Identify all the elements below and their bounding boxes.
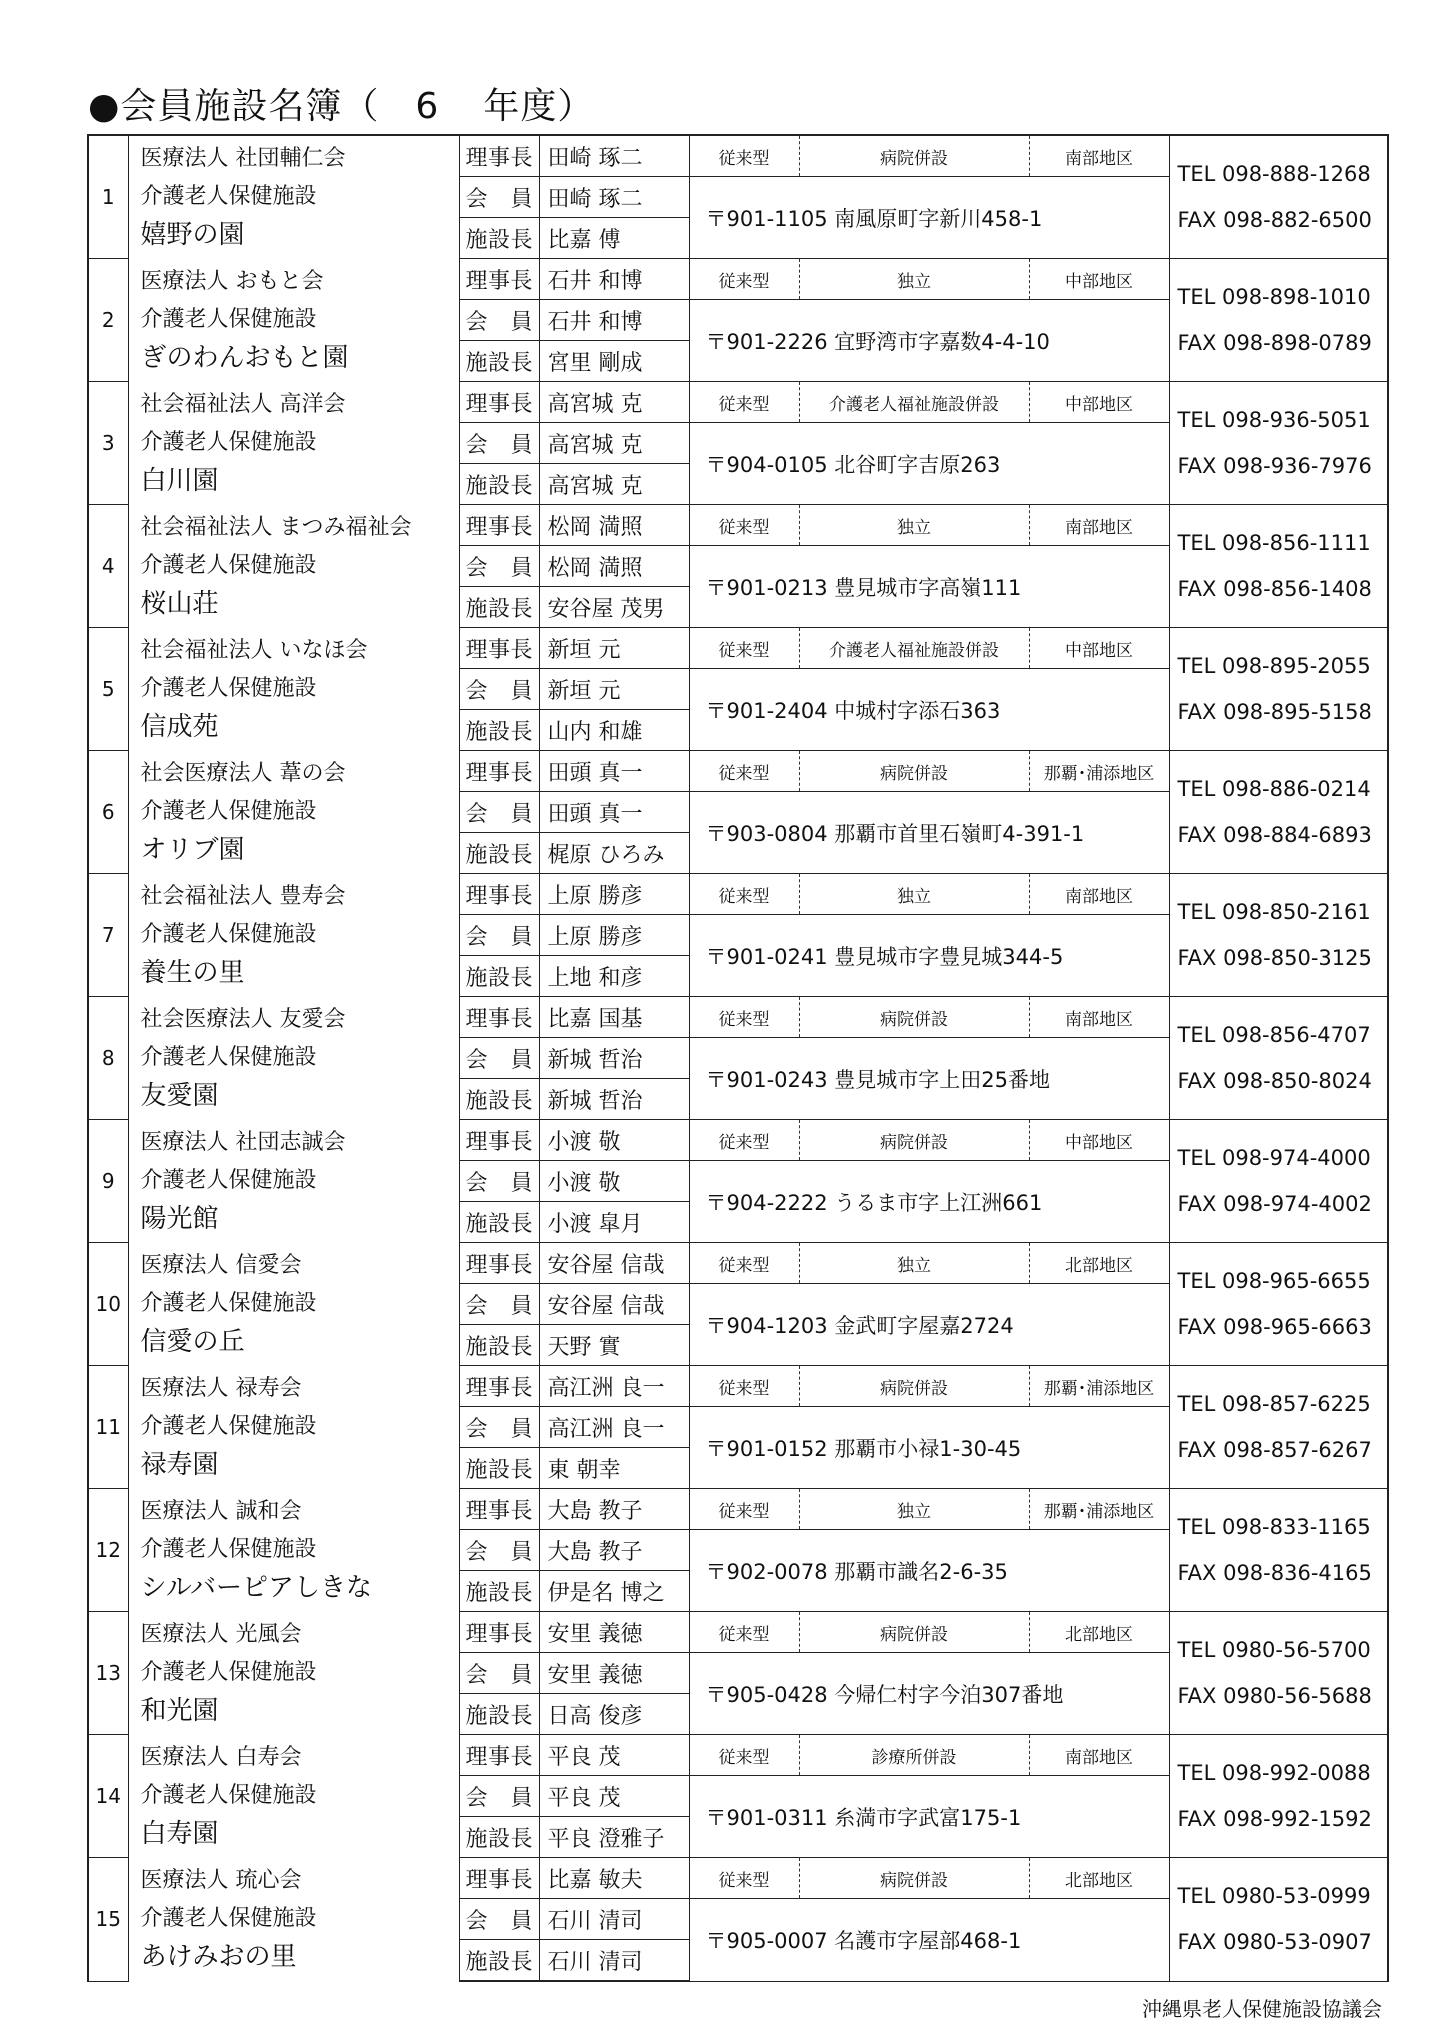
member-name: 田崎 琢二 bbox=[539, 177, 689, 218]
member-name: 松岡 満照 bbox=[539, 546, 689, 587]
member-name: 田頭 真一 bbox=[539, 792, 689, 833]
facility-address: 〒901-0241 豊見城市字豊見城344-5 bbox=[689, 915, 1169, 997]
director-name: 高宮城 克 bbox=[539, 464, 689, 505]
facility-type: 従来型 bbox=[689, 751, 799, 792]
facility-corporation-block bbox=[128, 135, 459, 259]
facility-region: 南部地区 bbox=[1029, 1735, 1169, 1776]
director-name: 山内 和雄 bbox=[539, 710, 689, 751]
fax-number: FAX 098-850-3125 bbox=[1177, 946, 1372, 970]
role-director-label: 施設長 bbox=[459, 710, 539, 751]
facility-contact bbox=[1169, 628, 1388, 751]
facility-row bbox=[88, 1612, 1388, 1653]
member-name: 新城 哲治 bbox=[539, 1038, 689, 1079]
role-director-label: 施設長 bbox=[459, 1448, 539, 1489]
facility-kind: 介護老人保健施設 bbox=[140, 676, 317, 701]
fax-number: FAX 098-857-6267 bbox=[1177, 1438, 1372, 1462]
facility-contact bbox=[1169, 135, 1388, 259]
facility-address: 〒901-0311 糸満市字武富175-1 bbox=[689, 1776, 1169, 1858]
role-member-label: 会 員 bbox=[459, 177, 539, 218]
facility-annex: 介護老人福祉施設併設 bbox=[799, 382, 1029, 423]
facility-name: 友愛園 bbox=[140, 1081, 219, 1111]
page-title bbox=[88, 78, 594, 129]
facility-type: 従来型 bbox=[689, 874, 799, 915]
role-chair-label: 理事長 bbox=[459, 997, 539, 1038]
facility-row bbox=[88, 1489, 1388, 1530]
facility-corporation-block bbox=[128, 259, 459, 382]
facility-type: 従来型 bbox=[689, 382, 799, 423]
director-name: 天野 實 bbox=[539, 1325, 689, 1366]
role-chair-label: 理事長 bbox=[459, 1612, 539, 1653]
chair-name: 松岡 満照 bbox=[539, 505, 689, 546]
facility-number: 2 bbox=[88, 259, 128, 382]
role-chair-label: 理事長 bbox=[459, 1243, 539, 1284]
fax-number: FAX 098-974-4002 bbox=[1177, 1192, 1372, 1216]
facility-number: 10 bbox=[88, 1243, 128, 1366]
tel-number: TEL 098-965-6655 bbox=[1177, 1269, 1371, 1293]
role-chair-label: 理事長 bbox=[459, 1735, 539, 1776]
facility-corporation-block bbox=[128, 505, 459, 628]
facility-kind: 介護老人保健施設 bbox=[140, 430, 317, 455]
role-director-label: 施設長 bbox=[459, 1325, 539, 1366]
facility-number: 11 bbox=[88, 1366, 128, 1489]
facility-number: 12 bbox=[88, 1489, 128, 1612]
role-member-label: 会 員 bbox=[459, 1530, 539, 1571]
chair-name: 小渡 敬 bbox=[539, 1120, 689, 1161]
role-member-label: 会 員 bbox=[459, 669, 539, 710]
role-chair-label: 理事長 bbox=[459, 1120, 539, 1161]
facility-number: 1 bbox=[88, 135, 128, 259]
facility-address: 〒901-1105 南風原町字新川458-1 bbox=[689, 177, 1169, 259]
role-member-label: 会 員 bbox=[459, 915, 539, 956]
fax-number: FAX 098-836-4165 bbox=[1177, 1561, 1372, 1585]
role-member-label: 会 員 bbox=[459, 1899, 539, 1940]
role-director-label: 施設長 bbox=[459, 1694, 539, 1735]
facility-row bbox=[88, 1858, 1388, 1899]
corporation-name: 医療法人 社団志誠会 bbox=[140, 1130, 346, 1155]
chair-name: 比嘉 国基 bbox=[539, 997, 689, 1038]
corporation-name: 医療法人 誠和会 bbox=[140, 1499, 302, 1524]
director-name: 石川 清司 bbox=[539, 1940, 689, 1982]
facility-type: 従来型 bbox=[689, 1366, 799, 1407]
facility-address: 〒904-2222 うるま市字上江洲661 bbox=[689, 1161, 1169, 1243]
facility-address: 〒905-0428 今帰仁村字今泊307番地 bbox=[689, 1653, 1169, 1735]
facility-contact bbox=[1169, 505, 1388, 628]
facility-address: 〒901-0213 豊見城市字高嶺111 bbox=[689, 546, 1169, 628]
facility-kind: 介護老人保健施設 bbox=[140, 307, 317, 332]
role-chair-label: 理事長 bbox=[459, 135, 539, 177]
role-member-label: 会 員 bbox=[459, 1284, 539, 1325]
facility-name: 桜山荘 bbox=[140, 589, 219, 619]
corporation-name: 医療法人 社団輔仁会 bbox=[140, 146, 346, 172]
facility-corporation-block bbox=[128, 751, 459, 874]
fax-number: FAX 0980-56-5688 bbox=[1177, 1684, 1372, 1708]
facility-region: 南部地区 bbox=[1029, 874, 1169, 915]
member-name: 高宮城 克 bbox=[539, 423, 689, 464]
role-director-label: 施設長 bbox=[459, 464, 539, 505]
member-name: 平良 茂 bbox=[539, 1776, 689, 1817]
role-chair-label: 理事長 bbox=[459, 259, 539, 300]
corporation-name: 医療法人 光風会 bbox=[140, 1622, 302, 1647]
facility-number: 6 bbox=[88, 751, 128, 874]
facility-row bbox=[88, 997, 1388, 1038]
facility-annex: 独立 bbox=[799, 1243, 1029, 1284]
facility-contact bbox=[1169, 1612, 1388, 1735]
role-chair-label: 理事長 bbox=[459, 751, 539, 792]
title-year: 6 bbox=[415, 86, 440, 127]
facility-address: 〒904-1203 金武町字屋嘉2724 bbox=[689, 1284, 1169, 1366]
fax-number: FAX 098-898-0789 bbox=[1177, 331, 1372, 355]
facility-address: 〒901-2404 中城村字添石363 bbox=[689, 669, 1169, 751]
facility-type: 従来型 bbox=[689, 259, 799, 300]
facility-region: 那覇･浦添地区 bbox=[1029, 1366, 1169, 1407]
facility-corporation-block bbox=[128, 1489, 459, 1612]
facility-annex: 診療所併設 bbox=[799, 1735, 1029, 1776]
role-chair-label: 理事長 bbox=[459, 1858, 539, 1899]
facility-number: 14 bbox=[88, 1735, 128, 1858]
facility-contact bbox=[1169, 1243, 1388, 1366]
director-name: 比嘉 傅 bbox=[539, 218, 689, 259]
tel-number: TEL 098-856-4707 bbox=[1177, 1023, 1371, 1047]
corporation-name: 社会医療法人 友愛会 bbox=[140, 1007, 346, 1032]
facility-kind: 介護老人保健施設 bbox=[140, 1414, 317, 1439]
facility-contact bbox=[1169, 874, 1388, 997]
chair-name: 新垣 元 bbox=[539, 628, 689, 669]
facility-annex: 病院併設 bbox=[799, 1612, 1029, 1653]
facility-annex: 病院併設 bbox=[799, 751, 1029, 792]
role-chair-label: 理事長 bbox=[459, 505, 539, 546]
facility-name: オリブ園 bbox=[140, 835, 245, 865]
facility-contact bbox=[1169, 1366, 1388, 1489]
facility-row bbox=[88, 505, 1388, 546]
tel-number: TEL 098-886-0214 bbox=[1177, 777, 1371, 801]
director-name: 梶原 ひろみ bbox=[539, 833, 689, 874]
corporation-name: 社会福祉法人 まつみ福祉会 bbox=[140, 515, 412, 540]
member-name: 新垣 元 bbox=[539, 669, 689, 710]
facility-row bbox=[88, 1366, 1388, 1407]
facility-name: 信愛の丘 bbox=[140, 1327, 245, 1357]
facility-row bbox=[88, 628, 1388, 669]
facility-type: 従来型 bbox=[689, 1120, 799, 1161]
member-name: 石川 清司 bbox=[539, 1899, 689, 1940]
facility-contact bbox=[1169, 1858, 1388, 1982]
member-name: 上原 勝彦 bbox=[539, 915, 689, 956]
facility-name: 陽光館 bbox=[140, 1204, 219, 1234]
facility-region: 南部地区 bbox=[1029, 135, 1169, 177]
role-director-label: 施設長 bbox=[459, 1817, 539, 1858]
facility-corporation-block bbox=[128, 1120, 459, 1243]
corporation-name: 医療法人 禄寿会 bbox=[140, 1376, 302, 1401]
facility-kind: 介護老人保健施設 bbox=[140, 1168, 317, 1193]
corporation-name: 社会福祉法人 いなほ会 bbox=[140, 638, 368, 663]
fax-number: FAX 098-992-1592 bbox=[1177, 1807, 1372, 1831]
corporation-name: 社会福祉法人 豊寿会 bbox=[140, 884, 346, 909]
facility-kind: 介護老人保健施設 bbox=[140, 1783, 317, 1808]
member-name: 安里 義徳 bbox=[539, 1653, 689, 1694]
facility-region: 那覇･浦添地区 bbox=[1029, 1489, 1169, 1530]
facility-contact bbox=[1169, 259, 1388, 382]
chair-name: 大島 教子 bbox=[539, 1489, 689, 1530]
role-member-label: 会 員 bbox=[459, 1038, 539, 1079]
facility-name: 嬉野の園 bbox=[140, 220, 245, 251]
tel-number: TEL 098-974-4000 bbox=[1177, 1146, 1371, 1170]
role-member-label: 会 員 bbox=[459, 792, 539, 833]
role-member-label: 会 員 bbox=[459, 1776, 539, 1817]
facility-annex: 病院併設 bbox=[799, 135, 1029, 177]
facility-number: 3 bbox=[88, 382, 128, 505]
member-name: 安谷屋 信哉 bbox=[539, 1284, 689, 1325]
facility-name: 養生の里 bbox=[140, 958, 245, 988]
facility-address: 〒902-0078 那覇市識名2-6-35 bbox=[689, 1530, 1169, 1612]
facility-annex: 病院併設 bbox=[799, 1366, 1029, 1407]
title-label: ●会員施設名簿（ bbox=[88, 86, 380, 127]
tel-number: TEL 098-850-2161 bbox=[1177, 900, 1371, 924]
corporation-name: 医療法人 白寿会 bbox=[140, 1745, 302, 1770]
facility-roster-table bbox=[87, 134, 1389, 1982]
facility-corporation-block bbox=[128, 874, 459, 997]
facility-annex: 独立 bbox=[799, 874, 1029, 915]
director-name: 上地 和彦 bbox=[539, 956, 689, 997]
facility-contact bbox=[1169, 382, 1388, 505]
chair-name: 比嘉 敏夫 bbox=[539, 1858, 689, 1899]
tel-number: TEL 098-833-1165 bbox=[1177, 1515, 1371, 1539]
facility-address: 〒904-0105 北谷町字吉原263 bbox=[689, 423, 1169, 505]
facility-region: 北部地区 bbox=[1029, 1858, 1169, 1899]
role-member-label: 会 員 bbox=[459, 1653, 539, 1694]
facility-kind: 介護老人保健施設 bbox=[140, 1906, 317, 1932]
facility-name: ぎのわんおもと園 bbox=[140, 343, 349, 373]
tel-number: TEL 098-895-2055 bbox=[1177, 654, 1371, 678]
facility-corporation-block bbox=[128, 1612, 459, 1735]
director-name: 新城 哲治 bbox=[539, 1079, 689, 1120]
facility-type: 従来型 bbox=[689, 505, 799, 546]
facility-kind: 介護老人保健施設 bbox=[140, 184, 317, 210]
facility-contact bbox=[1169, 997, 1388, 1120]
facility-corporation-block bbox=[128, 1243, 459, 1366]
role-member-label: 会 員 bbox=[459, 546, 539, 587]
chair-name: 田崎 琢二 bbox=[539, 135, 689, 177]
facility-region: 北部地区 bbox=[1029, 1612, 1169, 1653]
role-chair-label: 理事長 bbox=[459, 628, 539, 669]
facility-type: 従来型 bbox=[689, 997, 799, 1038]
facility-corporation-block bbox=[128, 1735, 459, 1858]
fax-number: FAX 098-965-6663 bbox=[1177, 1315, 1372, 1339]
facility-name: 白寿園 bbox=[140, 1819, 219, 1849]
facility-kind: 介護老人保健施設 bbox=[140, 1045, 317, 1070]
role-director-label: 施設長 bbox=[459, 1079, 539, 1120]
facility-number: 4 bbox=[88, 505, 128, 628]
tel-number: TEL 098-857-6225 bbox=[1177, 1392, 1371, 1416]
role-chair-label: 理事長 bbox=[459, 874, 539, 915]
facility-region: 南部地区 bbox=[1029, 505, 1169, 546]
director-name: 宮里 剛成 bbox=[539, 341, 689, 382]
facility-name: 和光園 bbox=[140, 1696, 219, 1726]
role-chair-label: 理事長 bbox=[459, 1489, 539, 1530]
chair-name: 石井 和博 bbox=[539, 259, 689, 300]
role-member-label: 会 員 bbox=[459, 1407, 539, 1448]
facility-contact bbox=[1169, 751, 1388, 874]
role-director-label: 施設長 bbox=[459, 1202, 539, 1243]
role-chair-label: 理事長 bbox=[459, 1366, 539, 1407]
fax-number: FAX 098-850-8024 bbox=[1177, 1069, 1372, 1093]
facility-address: 〒903-0804 那覇市首里石嶺町4-391-1 bbox=[689, 792, 1169, 874]
fax-number: FAX 098-936-7976 bbox=[1177, 454, 1372, 478]
facility-region: 南部地区 bbox=[1029, 997, 1169, 1038]
corporation-name: 医療法人 おもと会 bbox=[140, 269, 324, 294]
chair-name: 田頭 真一 bbox=[539, 751, 689, 792]
facility-type: 従来型 bbox=[689, 1243, 799, 1284]
director-name: 安谷屋 茂男 bbox=[539, 587, 689, 628]
facility-address: 〒905-0007 名護市字屋部468-1 bbox=[689, 1899, 1169, 1982]
corporation-name: 社会福祉法人 高洋会 bbox=[140, 392, 346, 417]
facility-kind: 介護老人保健施設 bbox=[140, 799, 317, 824]
tel-number: TEL 098-898-1010 bbox=[1177, 285, 1371, 309]
facility-row bbox=[88, 1735, 1388, 1776]
tel-number: TEL 098-856-1111 bbox=[1177, 531, 1371, 555]
member-name: 小渡 敬 bbox=[539, 1161, 689, 1202]
facility-contact bbox=[1169, 1735, 1388, 1858]
chair-name: 平良 茂 bbox=[539, 1735, 689, 1776]
facility-number: 13 bbox=[88, 1612, 128, 1735]
facility-type: 従来型 bbox=[689, 1489, 799, 1530]
facility-kind: 介護老人保健施設 bbox=[140, 1291, 317, 1316]
facility-corporation-block bbox=[128, 1366, 459, 1489]
chair-name: 上原 勝彦 bbox=[539, 874, 689, 915]
facility-row bbox=[88, 1120, 1388, 1161]
chair-name: 高江洲 良一 bbox=[539, 1366, 689, 1407]
publisher-footer: 沖縄県老人保健施設協議会 bbox=[1142, 1997, 1382, 2021]
facility-corporation-block bbox=[128, 628, 459, 751]
director-name: 東 朝幸 bbox=[539, 1448, 689, 1489]
facility-annex: 病院併設 bbox=[799, 1858, 1029, 1899]
role-member-label: 会 員 bbox=[459, 423, 539, 464]
facility-kind: 介護老人保健施設 bbox=[140, 1660, 317, 1685]
director-name: 伊是名 博之 bbox=[539, 1571, 689, 1612]
facility-annex: 独立 bbox=[799, 259, 1029, 300]
tel-number: TEL 0980-53-0999 bbox=[1177, 1884, 1371, 1909]
chair-name: 高宮城 克 bbox=[539, 382, 689, 423]
facility-type: 従来型 bbox=[689, 1612, 799, 1653]
facility-region: 中部地区 bbox=[1029, 259, 1169, 300]
facility-name: 信成苑 bbox=[140, 712, 219, 742]
facility-number: 7 bbox=[88, 874, 128, 997]
fax-number: FAX 098-895-5158 bbox=[1177, 700, 1372, 724]
facility-address: 〒901-0152 那覇市小禄1-30-45 bbox=[689, 1407, 1169, 1489]
role-director-label: 施設長 bbox=[459, 833, 539, 874]
facility-name: あけみおの里 bbox=[140, 1942, 297, 1973]
facility-annex: 病院併設 bbox=[799, 997, 1029, 1038]
corporation-name: 社会医療法人 葦の会 bbox=[140, 761, 346, 786]
facility-number: 5 bbox=[88, 628, 128, 751]
facility-corporation-block bbox=[128, 1858, 459, 1982]
fax-number: FAX 0980-53-0907 bbox=[1177, 1930, 1372, 1955]
corporation-name: 医療法人 信愛会 bbox=[140, 1253, 302, 1278]
tel-number: TEL 098-888-1268 bbox=[1177, 162, 1371, 186]
role-director-label: 施設長 bbox=[459, 956, 539, 997]
facility-row bbox=[88, 1243, 1388, 1284]
facility-contact bbox=[1169, 1120, 1388, 1243]
facility-contact bbox=[1169, 1489, 1388, 1612]
facility-type: 従来型 bbox=[689, 135, 799, 177]
facility-corporation-block bbox=[128, 382, 459, 505]
fax-number: FAX 098-882-6500 bbox=[1177, 208, 1372, 232]
member-name: 石井 和博 bbox=[539, 300, 689, 341]
facility-row bbox=[88, 259, 1388, 300]
facility-row bbox=[88, 751, 1388, 792]
facility-region: 北部地区 bbox=[1029, 1243, 1169, 1284]
facility-annex: 介護老人福祉施設併設 bbox=[799, 628, 1029, 669]
role-director-label: 施設長 bbox=[459, 218, 539, 259]
facility-number: 15 bbox=[88, 1858, 128, 1982]
fax-number: FAX 098-884-6893 bbox=[1177, 823, 1372, 847]
member-name: 大島 教子 bbox=[539, 1530, 689, 1571]
facility-row bbox=[88, 135, 1388, 177]
facility-name: 禄寿園 bbox=[140, 1450, 219, 1480]
role-chair-label: 理事長 bbox=[459, 382, 539, 423]
facility-address: 〒901-2226 宜野湾市字嘉数4-4-10 bbox=[689, 300, 1169, 382]
facility-annex: 病院併設 bbox=[799, 1120, 1029, 1161]
facility-annex: 独立 bbox=[799, 1489, 1029, 1530]
facility-type: 従来型 bbox=[689, 1858, 799, 1899]
chair-name: 安里 義徳 bbox=[539, 1612, 689, 1653]
facility-number: 8 bbox=[88, 997, 128, 1120]
facility-corporation-block bbox=[128, 997, 459, 1120]
facility-row bbox=[88, 874, 1388, 915]
tel-number: TEL 098-936-5051 bbox=[1177, 408, 1371, 432]
corporation-name: 医療法人 琉心会 bbox=[140, 1868, 302, 1894]
director-name: 日高 俊彦 bbox=[539, 1694, 689, 1735]
role-director-label: 施設長 bbox=[459, 1940, 539, 1982]
facility-type: 従来型 bbox=[689, 628, 799, 669]
facility-row bbox=[88, 382, 1388, 423]
chair-name: 安谷屋 信哉 bbox=[539, 1243, 689, 1284]
facility-kind: 介護老人保健施設 bbox=[140, 1537, 317, 1562]
fax-number: FAX 098-856-1408 bbox=[1177, 577, 1372, 601]
tel-number: TEL 0980-56-5700 bbox=[1177, 1638, 1371, 1662]
facility-name: 白川園 bbox=[140, 466, 219, 496]
director-name: 平良 澄雅子 bbox=[539, 1817, 689, 1858]
title-suffix: 年度） bbox=[483, 86, 595, 127]
facility-region: 中部地区 bbox=[1029, 628, 1169, 669]
role-director-label: 施設長 bbox=[459, 341, 539, 382]
facility-region: 中部地区 bbox=[1029, 1120, 1169, 1161]
facility-region: 中部地区 bbox=[1029, 382, 1169, 423]
role-director-label: 施設長 bbox=[459, 1571, 539, 1612]
tel-number: TEL 098-992-0088 bbox=[1177, 1761, 1371, 1785]
member-name: 高江洲 良一 bbox=[539, 1407, 689, 1448]
facility-region: 那覇･浦添地区 bbox=[1029, 751, 1169, 792]
facility-name: シルバーピアしきな bbox=[140, 1573, 373, 1603]
role-director-label: 施設長 bbox=[459, 587, 539, 628]
role-member-label: 会 員 bbox=[459, 1161, 539, 1202]
facility-type: 従来型 bbox=[689, 1735, 799, 1776]
facility-kind: 介護老人保健施設 bbox=[140, 553, 317, 578]
role-member-label: 会 員 bbox=[459, 300, 539, 341]
director-name: 小渡 皐月 bbox=[539, 1202, 689, 1243]
facility-address: 〒901-0243 豊見城市字上田25番地 bbox=[689, 1038, 1169, 1120]
facility-annex: 独立 bbox=[799, 505, 1029, 546]
facility-kind: 介護老人保健施設 bbox=[140, 922, 317, 947]
facility-number: 9 bbox=[88, 1120, 128, 1243]
